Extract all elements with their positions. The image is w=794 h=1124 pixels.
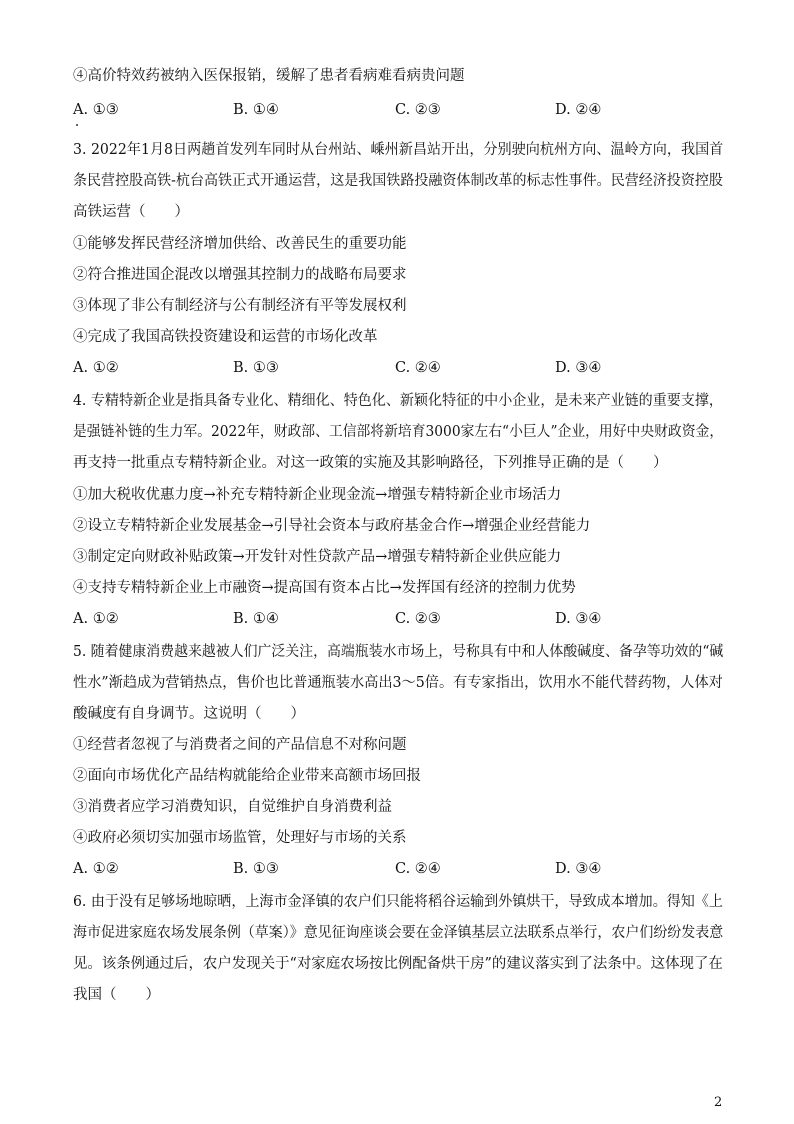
q4-stem-line-3: 再支持一批重点专精特新企业。对这一政策的实施及其影响路径，下列推导正确的是（ ）: [73, 455, 668, 471]
q3-item-3: ③体现了非公有制经济与公有制经济有平等发展权利: [73, 298, 407, 314]
q5-stem-line-3: 酸碱度有自身调节。这说明（ ）: [73, 706, 305, 722]
option-a: A. ①②: [73, 861, 119, 877]
option-b: B. ①③: [233, 861, 279, 877]
q5-stem-line-1: 5. 随着健康消费越来越被人们广泛关注，高端瓶装水市场上，号称具有中和人体酸碱度、备孕等功效的“碱: [73, 644, 724, 660]
q5-item-1: ①经营者忽视了与消费者之间的产品信息不对称问题: [73, 737, 407, 753]
option-b: B. ①④: [233, 102, 279, 118]
option-c: C. ②③: [395, 102, 441, 118]
q5-item-2: ②面向市场优化产品结构就能给企业带来高额市场回报: [73, 768, 421, 784]
q3-item-4: ④完成了我国高铁投资建设和运营的市场化改革: [73, 329, 378, 345]
q4-item-4: ④支持专精特新企业上市融资→提高国有资本占比→发挥国有经济的控制力优势: [73, 580, 576, 596]
decorative-dot: [76, 124, 78, 126]
q4-item-2: ②设立专精特新企业发展基金→引导社会资本与政府基金合作→增强企业经营能力: [73, 518, 591, 534]
option-d: D. ②④: [555, 102, 602, 118]
option-d: D. ③④: [555, 360, 602, 376]
q3-options: [0, 358, 794, 378]
q5-item-4: ④政府必须切实加强市场监管，处理好与市场的关系: [73, 830, 407, 846]
q3-item-2: ②符合推进国企混改以增强其控制力的战略布局要求: [73, 267, 407, 283]
option-a: A. ①③: [73, 102, 119, 118]
q3-stem-line-1: 3. 2022年1月8日两趟首发列车同时从台州站、嵊州新昌站开出，分别驶向杭州方向、温岭方向，我国首: [73, 142, 724, 158]
option-c: C. ②④: [395, 360, 441, 376]
q6-stem-line-4: 我国（ ）: [73, 987, 160, 1003]
option-d: D. ③④: [555, 611, 602, 627]
q5-item-3: ③消费者应学习消费知识，自觉维护自身消费利益: [73, 799, 392, 815]
option-b: B. ①③: [233, 360, 279, 376]
prev-question-item-4: ④高价特效药被纳入医保报销，缓解了患者看病难看病贵问题: [73, 68, 465, 84]
option-b: B. ①④: [233, 611, 279, 627]
q4-stem-line-1: 4. 专精特新企业是指具备专业化、精细化、特色化、新颖化特征的中小企业，是未来产业链的重要支撑，: [73, 393, 723, 409]
q5-stem-line-2: 性水”渐趋成为营销热点，售价也比普通瓶装水高出3～5倍。有专家指出，饮用水不能代替药物，人体对: [73, 675, 723, 691]
option-c: C. ②③: [395, 611, 441, 627]
q4-item-3: ③制定定向财政补贴政策→开发针对性贷款产品→增强专精特新企业供应能力: [73, 549, 562, 565]
q5-options: [0, 859, 794, 879]
q3-stem-line-3: 高铁运营（ ）: [73, 204, 189, 220]
q6-stem-line-1: 6. 由于没有足够场地晾晒，上海市金泽镇的农户们只能将稻谷运输到外镇烘干，导致成本增加。得知《上: [73, 894, 723, 910]
q3-item-1: ①能够发挥民营经济增加供给、改善民生的重要功能: [73, 236, 407, 252]
q4-item-1: ①加大税收优惠力度→补充专精特新企业现金流→增强专精特新企业市场活力: [73, 487, 562, 503]
q6-stem-line-3: 见。该条例通过后，农户发现关于“对家庭农场按比例配备烘干房”的建议落实到了法条中。这体现了在: [73, 956, 723, 972]
option-d: D. ③④: [555, 861, 602, 877]
q6-stem-line-2: 海市促进家庭农场发展条例（草案）》意见征询座谈会要在金泽镇基层立法联系点举行，农户们纷纷发表意: [73, 925, 724, 941]
option-a: A. ①②: [73, 360, 119, 376]
q3-stem-line-2: 条民营控股高铁-杭台高铁正式开通运营，这是我国铁路投融资体制改革的标志性事件。民营经济投资控股: [73, 173, 723, 189]
prev-question-options: [0, 100, 794, 120]
page-number: 2: [714, 1095, 723, 1110]
option-c: C. ②④: [395, 861, 441, 877]
option-a: A. ①②: [73, 611, 119, 627]
q4-stem-line-2: 是强链补链的生力军。2022年，财政部、工信部将新培育3000家左右“小巨人”企业，用好中央财政资金，: [73, 424, 724, 440]
q4-options: [0, 609, 794, 629]
